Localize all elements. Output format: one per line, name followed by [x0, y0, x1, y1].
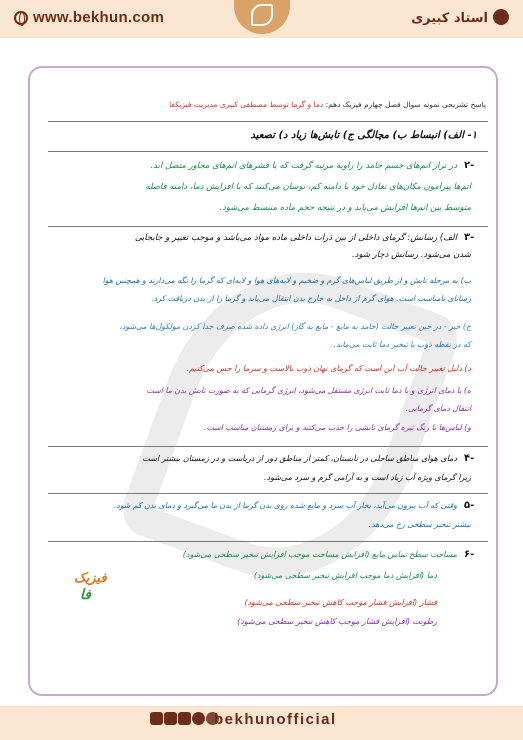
stamp-line-1: فیزیک	[74, 571, 107, 586]
aparat-icon[interactable]	[164, 712, 177, 725]
answer-4-number: ۴-	[464, 453, 475, 464]
answer-3a-line: الف) رسانش: گرمای داخلی از بین ذرات داخلی ماده مواد می‌باشد و موجب تغییر و جابجایی	[134, 233, 457, 243]
answer-4-line: زیرا گرمای ویژه آب زیاد است و به آرامی گرم و سرد می‌شود.	[263, 473, 471, 482]
instagram-icon[interactable]	[150, 712, 163, 725]
divider	[48, 446, 488, 447]
globe-icon	[14, 11, 28, 25]
answer-2-line: متوسط بین اتم‌ها افزایش می‌یابد و در نتیجه حجم ماده منبسط می‌شود.	[219, 203, 471, 213]
worksheet-title	[40, 100, 486, 109]
answer-6-line: فشار (افزایش فشار موجب کاهش تبخیر سطحی می‌شود)	[244, 598, 437, 607]
logo-icon	[251, 4, 273, 26]
answer-3f: و) لباس‌ها با رنگ تیره گرمای تابشی را جذب می‌کنند و برای زمستان مناسب است.	[204, 423, 471, 432]
divider	[48, 226, 488, 227]
answer-4-line: دمای هوای مناطق ساحلی در تابستان، کمتر از مناطق دور از دریاست و در زمستان بیشتر است	[142, 454, 457, 463]
answer-2-line: اتم‌ها پیرامون مکان‌های تعادل خود با دامنه کم، نوسان می‌کنند که با افزایش دما، دامنه فاصله	[145, 182, 471, 192]
divider	[48, 151, 488, 152]
divider	[48, 121, 488, 122]
title-highlight-2: فیزیکفا	[169, 100, 192, 109]
stamp-line-2: فا	[80, 587, 91, 603]
answer-6-line: مساحت سطح تماس مایع (افزایش مساحت موجب افزایش تبخیر سطحی می‌شود)	[182, 550, 457, 559]
answer-5-line: وقتی که آب بیرون می‌آید، بخار آب سرد و مایع شده روی بدن گرما از بدن ما می‌گیرد و دمای بدن کم شود.	[113, 501, 457, 510]
site-url[interactable]: www.bekhun.com	[33, 9, 165, 26]
answer-2-number: ۲-	[464, 160, 475, 171]
person-icon	[493, 9, 509, 25]
answer-3b-line: ب) به مرحله تابش و از طریق لباس‌های گرم و ضخیم و لایه‌های هوا و لایه‌ای که گرما را نگه می‌دارند و همچنین هوا	[102, 276, 471, 285]
answer-2-line: در تراز اتم‌های جسم جامد را زاویه مرتبه گرفت که با فشرهای اتم‌های مجاور متصل اند.	[150, 161, 457, 171]
social-handle[interactable]: bekhunofficial	[214, 711, 337, 728]
answer-6-line: رطوبت (افزایش فشار موجب کاهش تبخیر سطحی می‌شود)	[237, 617, 437, 626]
divider	[48, 493, 488, 494]
teacher-name	[411, 9, 509, 26]
title-text: پاسخ تشریحی نمونه سوال فصل چهارم فیزیک دهم:	[325, 100, 486, 109]
answer-3-number: ۳-	[464, 232, 475, 243]
divider	[48, 541, 488, 542]
answer-5-number: ۵-	[464, 500, 475, 511]
answer-5-line: بیشتر تبخیر سطحی رخ می‌دهد.	[368, 520, 471, 529]
answer-3e-line: انتقال دمای گرمایی.	[405, 404, 471, 413]
answer-3b-line: رسانای نامناسب است. هوای گرم از داخل به خارج بدن انتقال می‌یابد و گرما را از بدن دریافت کرد.	[151, 294, 471, 303]
answer-3a-line: شدن می‌شود. رسانش دچار شود.	[351, 250, 471, 260]
answer-6-number: ۶-	[464, 549, 475, 560]
answer-6-line: دما (افزایش دما موجب افزایش تبخیر سطحی می‌شود)	[253, 571, 437, 580]
teacher-label: استاد کبیری	[411, 11, 488, 26]
site-link[interactable]	[14, 9, 164, 26]
answer-1: ۱- الف) انبساط ب) مچالگی ج) تابش‌ها زیاد د) تصعید	[250, 130, 477, 141]
title-highlight: دما و گرما توسط مصطفی کبیری مدیریت	[193, 100, 324, 109]
answer-3e-line: ه) با دمای انرژی و با دما ثابت انرژی مستقل می‌شود، انرژی گرمایی که به صورت تابش بدن ما است	[146, 386, 471, 395]
answer-3c-line: که در نقطه ذوب یا تبخیر دما ثابت می‌ماند.	[333, 340, 471, 349]
telegram-icon[interactable]	[192, 712, 205, 725]
answer-3c-line: ج) خیر - در حین تغییر حالت (جامد به مایع - مایع به گاز) انرژی داده شده صرف جدا کردن مولکول‌ها می‌شود،	[119, 322, 471, 331]
answer-3d: د) دلیل تغییر حالت آب این است که گرمای نهان ذوب بالاست و سرما را حس می‌کنیم.	[186, 364, 471, 373]
youtube-icon[interactable]	[178, 712, 191, 725]
physics-stamp	[74, 571, 126, 605]
